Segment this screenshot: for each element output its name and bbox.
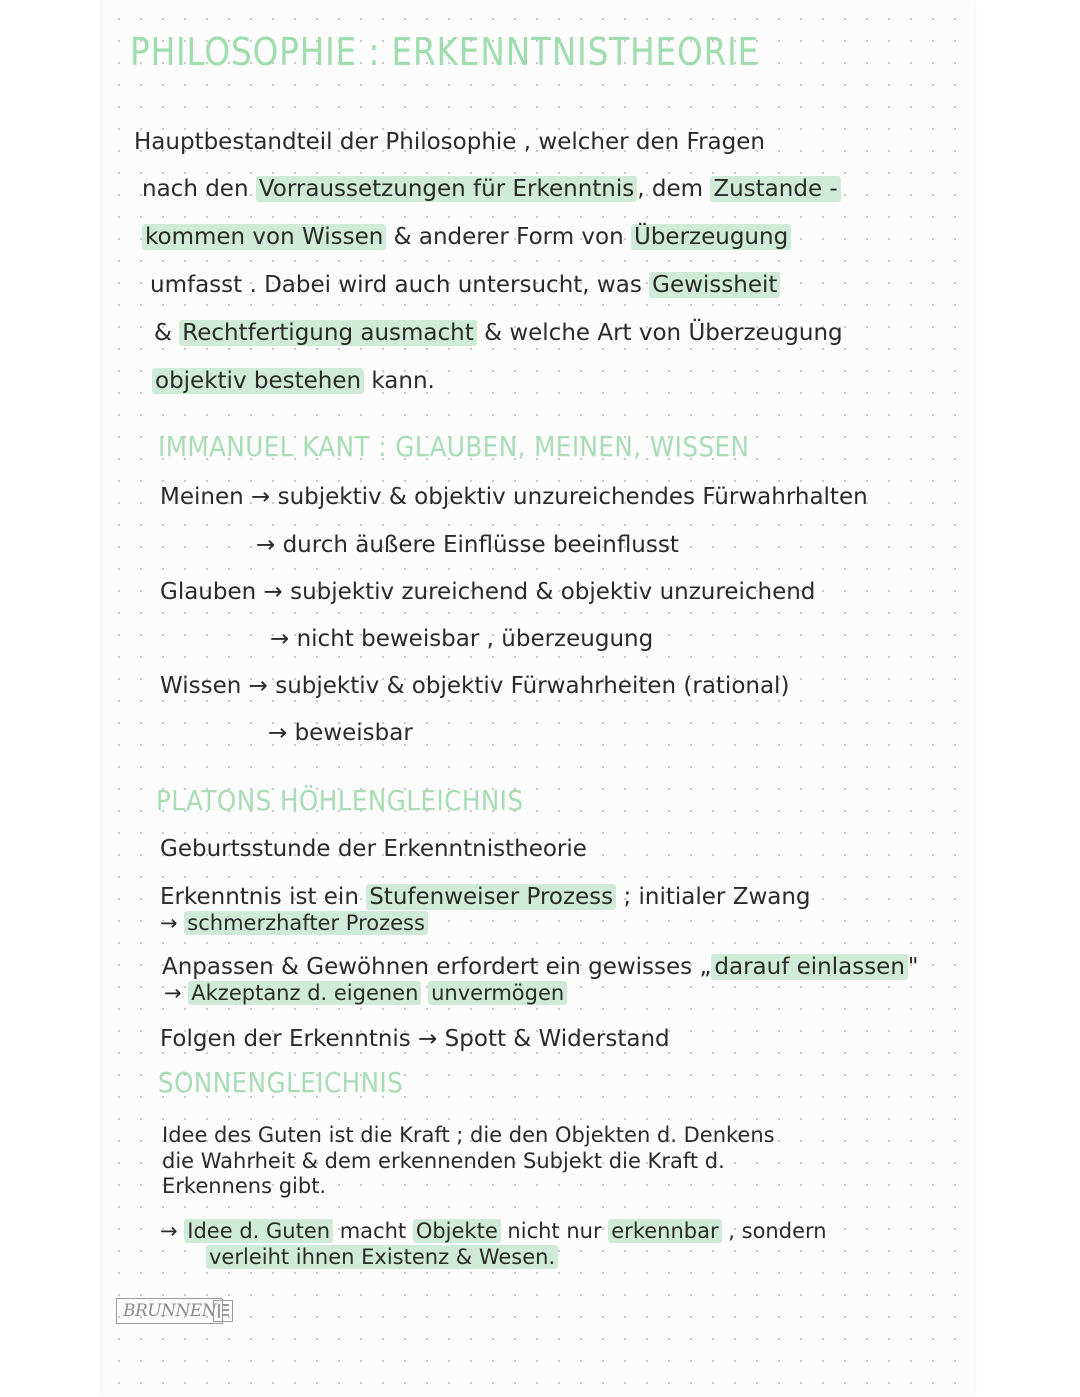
heading-kant: IMMANUEL KANT : GLAUBEN, MEINEN, WISSEN — [158, 430, 750, 463]
text: kann. — [364, 368, 435, 394]
highlight: darauf einlassen — [711, 954, 908, 980]
platon-line-2 — [160, 882, 811, 912]
text: Anpassen & Gewöhnen erfordert ein gewisses „ — [162, 954, 712, 980]
highlight: Zustande - — [710, 176, 840, 202]
text: " — [907, 954, 919, 980]
heading-platon: PLATONS HÖHLENGLEICHNIS — [156, 784, 524, 817]
text: nach den — [142, 176, 256, 202]
intro-line-6 — [152, 366, 435, 396]
platon-line-4 — [162, 952, 919, 982]
kant-meinen-sub: → durch äußere Einflüsse beeinflusst — [256, 532, 679, 558]
highlight: kommen von Wissen — [142, 224, 386, 250]
intro-line-3 — [142, 222, 791, 252]
platon-line-3 — [160, 910, 428, 936]
text: ; initialer Zwang — [616, 884, 811, 910]
intro-line-2 — [142, 174, 841, 204]
sonne-line-2: die Wahrheit & dem erkennenden Subjekt die Kraft d. — [162, 1149, 725, 1173]
highlight: schmerzhafter Prozess — [184, 911, 428, 935]
highlight: Gewissheit — [649, 272, 780, 298]
text: → — [160, 1219, 185, 1243]
highlight: unvermögen — [428, 981, 567, 1005]
sonne-line-5 — [206, 1244, 558, 1270]
text: , sondern — [721, 1219, 827, 1243]
highlight: Überzeugung — [631, 224, 791, 250]
highlight: Vorraussetzungen für Erkenntnis — [256, 176, 637, 202]
kant-glauben-sub: → nicht beweisbar , überzeugung — [270, 626, 654, 652]
highlight: objektiv bestehen — [152, 368, 364, 394]
text: , dem — [637, 176, 711, 202]
highlight: verleiht ihnen Existenz & Wesen. — [206, 1245, 558, 1269]
text: & welche Art von Überzeugung — [476, 320, 843, 346]
text: Erkenntnis ist ein — [160, 884, 367, 910]
kant-meinen: Meinen → subjektiv & objektiv unzureichendes Fürwahrhalten — [160, 484, 868, 510]
brand-logo-icon — [213, 1300, 233, 1322]
text: macht — [333, 1219, 413, 1243]
platon-line-6: Folgen der Erkenntnis → Spott & Widerstand — [160, 1026, 670, 1052]
intro-line-1: Hauptbestandteil der Philosophie , welcher den Fragen — [134, 129, 765, 155]
highlight: erkennbar — [608, 1219, 721, 1243]
highlight: Idee d. Guten — [184, 1219, 333, 1243]
text: & anderer Form von — [386, 224, 631, 250]
platon-line-5 — [164, 980, 567, 1006]
sonne-line-3: Erkennens gibt. — [162, 1174, 327, 1198]
text: umfasst . Dabei wird auch untersucht, was — [150, 272, 650, 298]
kant-wissen-sub: → beweisbar — [268, 720, 413, 746]
page-title: PHILOSOPHIE : ERKENNTNISTHEORIE — [130, 30, 760, 74]
kant-wissen: Wissen → subjektiv & objektiv Fürwahrheiten (rational) — [160, 673, 790, 699]
sonne-line-4 — [160, 1218, 827, 1244]
text: & — [154, 320, 180, 346]
heading-sonne: SONNENGLEICHNIS — [158, 1066, 404, 1099]
highlight: Stufenweiser Prozess — [366, 884, 616, 910]
text: → — [160, 911, 185, 935]
highlight: Rechtfertigung ausmacht — [179, 320, 477, 346]
highlight: Objekte — [413, 1219, 501, 1243]
highlight: Akzeptanz d. eigenen — [188, 981, 421, 1005]
text: nicht nur — [500, 1219, 609, 1243]
brand-logo-text: BRUNNEN — [116, 1298, 223, 1324]
platon-line-1: Geburtsstunde der Erkenntnistheorie — [160, 836, 587, 862]
intro-line-5 — [154, 318, 843, 348]
sonne-line-1: Idee des Guten ist die Kraft ; die den Objekten d. Denkens — [162, 1123, 775, 1147]
text: → — [164, 981, 189, 1005]
kant-glauben: Glauben → subjektiv zureichend & objektiv unzureichend — [160, 579, 816, 605]
intro-line-4 — [150, 270, 780, 300]
